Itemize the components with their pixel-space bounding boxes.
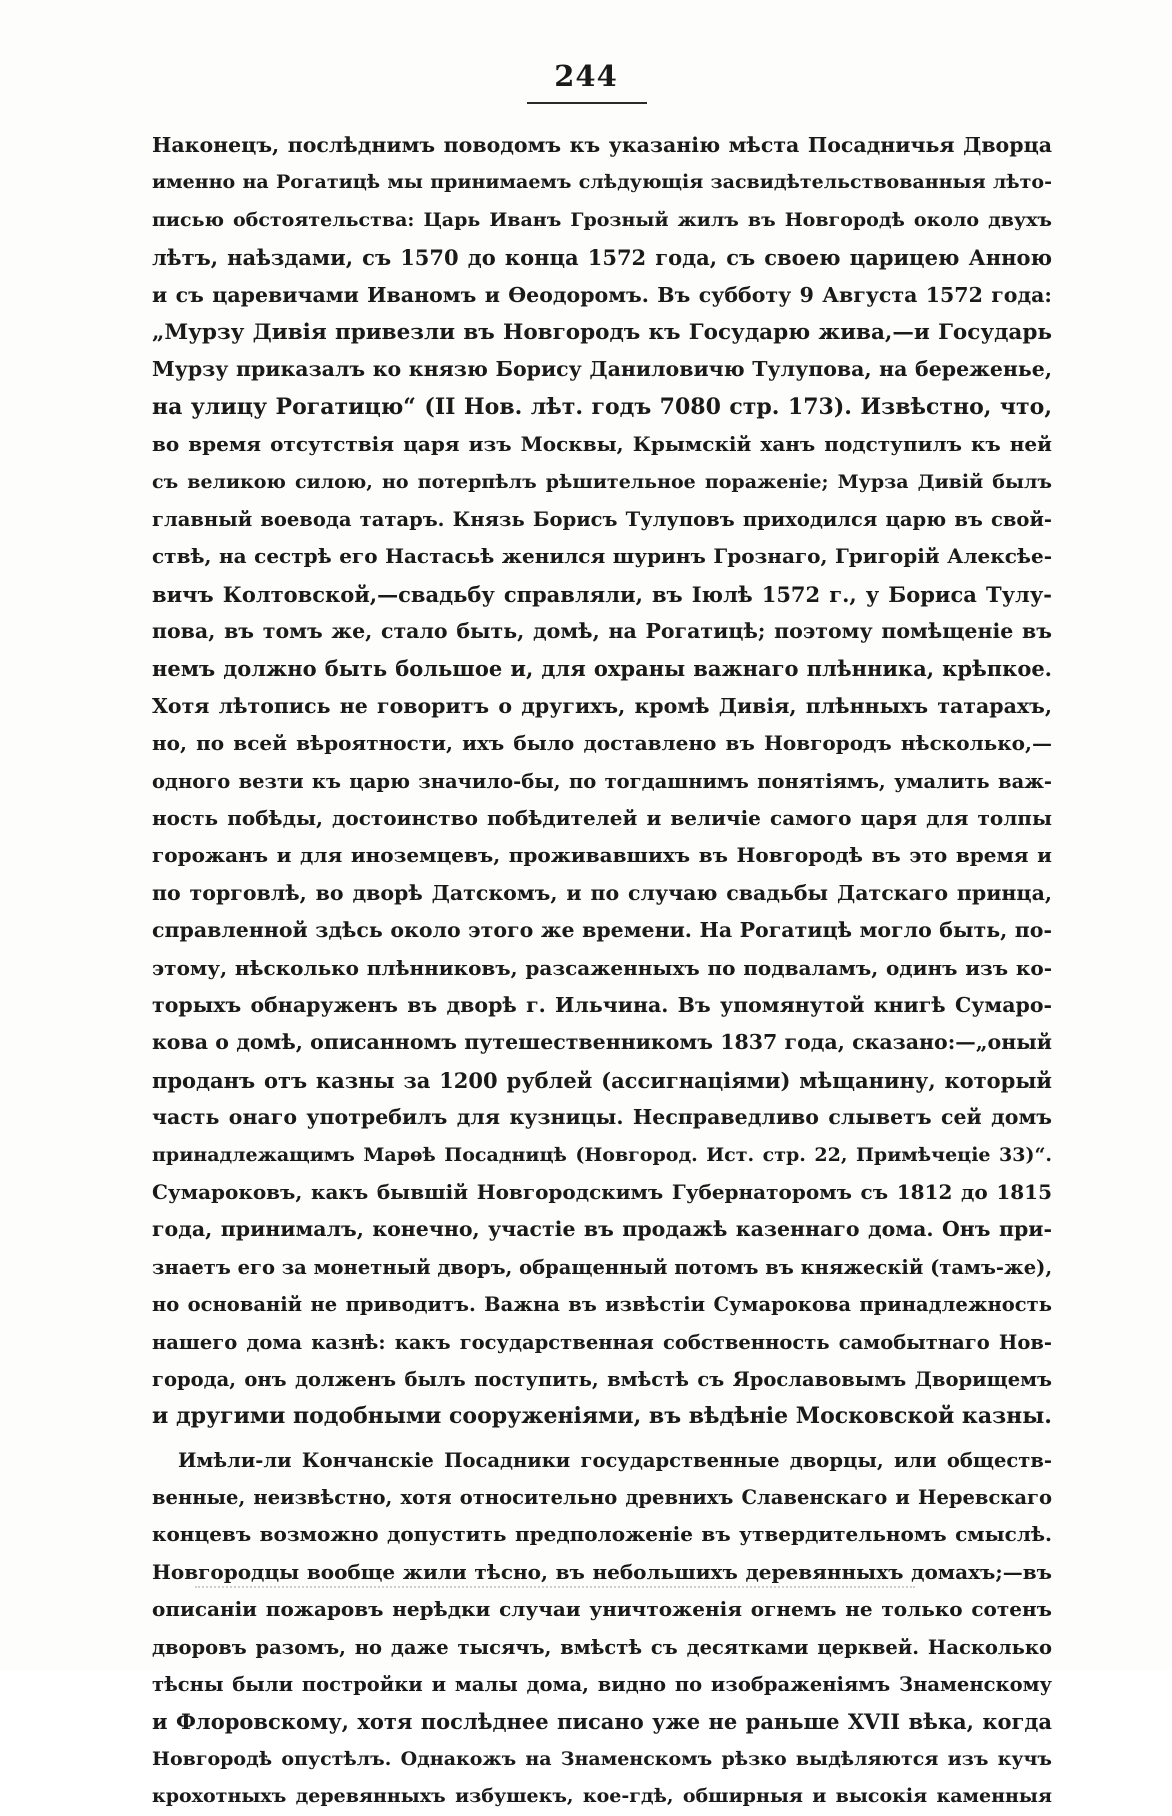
text-line: дворовъ разомъ, но даже тысячъ, вмѣстѣ съ десятками церквей. Насколько [152,1635,1052,1659]
text-line: года, принималъ, конечно, участіе въ продажѣ казеннаго дома. Онъ при- [152,1217,1052,1242]
text-line: пова, въ томъ же, стало быть, домѣ, на Рогатицѣ; поэтому помѣщеніе въ [152,619,1052,644]
text-line: описаніи пожаровъ нерѣдки случаи уничтоженія огнемъ не только сотенъ [152,1597,1052,1622]
text-line: и Флоровскому, хотя послѣднее писано уже не раньше XVII вѣка, когда [152,1709,1052,1735]
text-line: горожанъ и для иноземцевъ, проживавшихъ въ Новгородѣ въ это время и [152,843,1052,868]
text-line: во время отсутствія царя изъ Москвы, Крымскій ханъ подступилъ къ ней [152,432,1052,457]
text-line: нашего дома казнѣ: какъ государственная собственность самобытнаго Нов- [152,1330,1052,1354]
text-line: этому, нѣсколько плѣнниковъ, разсаженныхъ по подваламъ, одинъ изъ ко- [152,955,1052,980]
text-line: съ великою силою, но потерпѣлъ рѣшительное пораженіе; Мурза Дивій былъ [152,470,1052,493]
text-line: ствѣ, на сестрѣ его Настасьѣ женился шуринъ Грознаго, Григорій Алексѣе- [152,544,1052,569]
text-line: „Мурзу Дивія привезли въ Новгородъ къ Государю жива,—и Государь [152,319,1052,345]
text-line: одного везти къ царю значило-бы, по тогдашнимъ понятіямъ, умалить важ- [152,769,1052,793]
text-line: на улицу Рогатицю“ (II Нов. лѣт. годъ 7080 стр. 173). Извѣстно, что, [152,393,1052,420]
page-number-rule [527,102,647,104]
text-line: тѣсны были постройки и малы дома, видно по изображеніямъ Знаменскому [152,1673,1052,1697]
text-line: писью обстоятельства: Царь Иванъ Грозный жилъ въ Новгородѣ около двухъ [152,208,1052,231]
text-line: справленной здѣсь около этого же времени. На Рогатицѣ могло быть, по- [152,918,1052,943]
text-line: Сумароковъ, какъ бывшій Новгородскимъ Губернаторомъ съ 1812 до 1815 [152,1179,1052,1204]
text-line: ность побѣды, достоинство побѣдителей и величіе самого царя для толпы [152,806,1052,831]
bleed-through-marks [195,1586,915,1598]
text-line: города, онъ долженъ былъ поступить, вмѣстѣ съ Ярославовымъ Дворищемъ [152,1367,1052,1391]
text-line: Мурзу приказалъ ко князю Борису Даниловичю Тулупова, на береженье, [152,357,1052,382]
page-number: 244 [554,59,618,93]
text-line: вичъ Колтовской,—свадьбу справляли, въ Іюлѣ 1572 г., у Бориса Тулу- [152,581,1052,607]
text-line: Новгородцы вообще жили тѣсно, въ небольшихъ деревянныхъ домахъ;—въ [152,1559,1052,1584]
text-line: но, по всей вѣроятности, ихъ было доставлено въ Новгородъ нѣсколько,— [152,731,1052,756]
text-line: кова о домѣ, описанномъ путешественникомъ 1837 года, сказано:—„оный [152,1030,1052,1055]
body-text [152,127,1052,1816]
text-line: принадлежащимъ Марѳѣ Посадницѣ (Новгород. Ист. стр. 22, Примѣчеціе 33)“. [152,1143,1052,1166]
text-line: часть онаго употребилъ для кузницы. Несправедливо слыветъ сей домъ [152,1105,1052,1130]
text-line: Имѣли-ли Кончанскіе Посадники государственные дворцы, или обществ- [178,1448,1052,1472]
text-line: торыхъ обнаруженъ въ дворѣ г. Ильчина. Въ упомянутой книгѣ Сумаро- [152,992,1052,1017]
text-line: именно на Рогатицѣ мы принимаемъ слѣдующія засвидѣтельствованныя лѣто- [152,171,1052,194]
text-line: венные, неизвѣстно, хотя относительно древнихъ Славенскаго и Неревскаго [152,1486,1052,1510]
text-line: и другими подобными сооруженіями, въ вѣдѣніе Московской казны. [152,1403,1052,1430]
text-line: немъ должно быть большое и, для охраны важнаго плѣнника, крѣпкое. [152,656,1052,682]
text-line: главный воевода татаръ. Князь Борисъ Тулуповъ приходился царю въ свой- [152,507,1052,531]
text-line: знаетъ его за монетный дворъ, обращенный потомъ въ княжескій (тамъ-же), [152,1255,1052,1279]
text-line: и съ царевичами Иваномъ и Ѳеодоромъ. Въ субботу 9 Августа 1572 года: [152,282,1052,307]
paragraph-1 [152,127,1052,1436]
paragraph-2 [152,1442,1052,1816]
text-line: проданъ отъ казны за 1200 рублей (ассигнаціями) мѣщанину, который [152,1067,1052,1093]
text-line: лѣтъ, наѣздами, съ 1570 до конца 1572 года, съ своею царицею Анною [152,245,1052,271]
text-line: по торговлѣ, во дворѣ Датскомъ, и по случаю свадьбы Датскаго принца, [152,880,1052,905]
text-line: концевъ возможно допустить предположеніе въ утвердительномъ смыслѣ. [152,1522,1052,1547]
text-line: Новгородѣ опустѣлъ. Однакожъ на Знаменскомъ рѣзко выдѣляются изъ кучъ [152,1747,1052,1770]
text-line: крохотныхъ деревянныхъ избушекъ, кое-гдѣ, обширныя и высокія каменныя [152,1785,1052,1808]
text-line: Хотя лѣтопись не говоритъ о другихъ, кромѣ Дивія, плѣнныхъ татарахъ, [152,693,1052,718]
text-line: Наконецъ, послѣднимъ поводомъ къ указанію мѣста Посадничья Дворца [152,133,1052,157]
text-line: но основаній не приводитъ. Важна въ извѣстіи Сумарокова принадлежность [152,1293,1052,1317]
